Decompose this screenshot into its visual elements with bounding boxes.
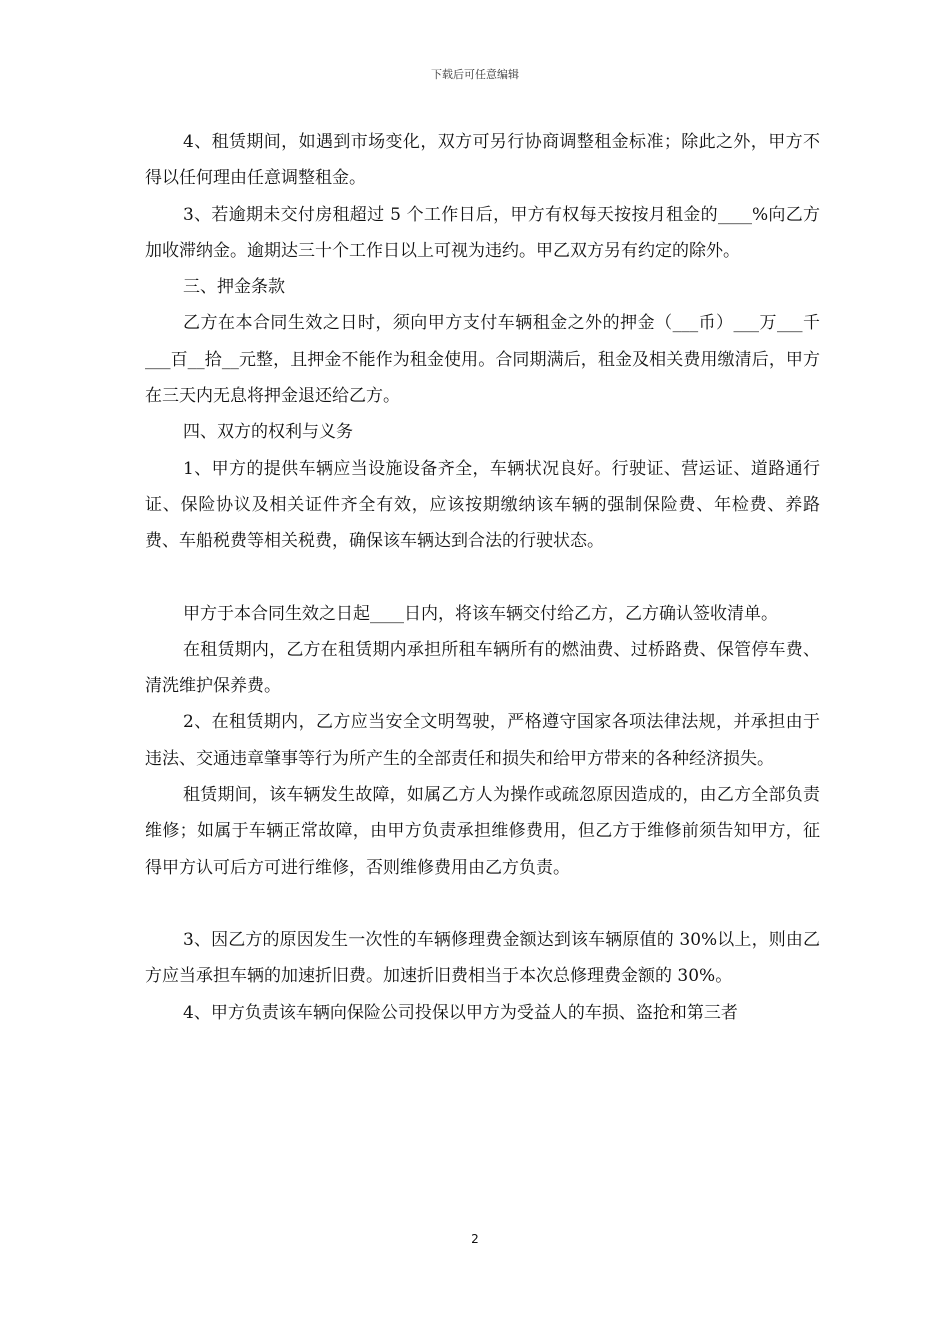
page-number: 2	[471, 1232, 479, 1246]
document-body	[145, 124, 820, 1031]
paragraph-gap	[145, 886, 820, 922]
paragraph-rent-adjustment: 4、租赁期间，如遇到市场变化，双方可另行协商调整租金标准；除此之外，甲方不得以任何理由任意调整租金。	[145, 132, 820, 189]
paragraph-late-fee: 3、若逾期未交付房租超过 5 个工作日后，甲方有权每天按按月租金的____%向乙方加收滞纳金。逾期达三十个工作日以上可视为违约。甲乙双方另有约定的除外。	[145, 204, 820, 261]
paragraph-insurance: 4、甲方负责该车辆向保险公司投保以甲方为受益人的车损、盗抢和第三者	[183, 1002, 738, 1023]
paragraph-deposit: 乙方在本合同生效之日时，须向甲方支付车辆租金之外的押金（___币）___万___千___百__拾__元整，且押金不能作为租金使用。合同期满后，租金及相关费用缴清后，甲方在三天内无息将押金退还给乙方。	[145, 313, 820, 407]
paragraph-safe-driving: 2、在租赁期内，乙方应当安全文明驾驶，严格遵守国家各项法律法规，并承担由于违法、交通违章肇事等行为所产生的全部责任和损失和给甲方带来的各种经济损失。	[145, 712, 820, 769]
paragraph-delivery: 甲方于本合同生效之日起____日内，将该车辆交付给乙方，乙方确认签收清单。	[183, 603, 778, 624]
section-heading-deposit: 三、押金条款	[183, 277, 285, 298]
page-header: 下载后可任意编辑	[431, 68, 519, 81]
section-heading-rights-obligations: 四、双方的权利与义务	[183, 422, 353, 443]
paragraph-vehicle-condition: 1、甲方的提供车辆应当设施设备齐全，车辆状况良好。行驶证、营运证、道路通行证、保险协议及相关证件齐全有效，应该按期缴纳该车辆的强制保险费、年检费、养路费、车船税费等相关税费，确保该车辆达到合法的行驶状态。	[145, 458, 820, 552]
paragraph-running-costs: 在租赁期内，乙方在租赁期内承担所租车辆所有的燃油费、过桥路费、保管停车费、清洗维护保养费。	[145, 639, 820, 697]
paragraph-depreciation: 3、因乙方的原因发生一次性的车辆修理费金额达到该车辆原值的 30%以上，则由乙方应当承担车辆的加速折旧费。加速折旧费相当于本次总修理费金额的 30%。	[145, 929, 820, 987]
paragraph-repairs: 租赁期间，该车辆发生故障，如属乙方人为操作或疏忽原因造成的，由乙方全部负责维修；如属于车辆正常故障，由甲方负责承担维修费用，但乙方于维修前须告知甲方，征得甲方认可后方可进行维修，否则维修费用由乙方负责。	[145, 785, 820, 878]
paragraph-gap	[145, 560, 820, 596]
